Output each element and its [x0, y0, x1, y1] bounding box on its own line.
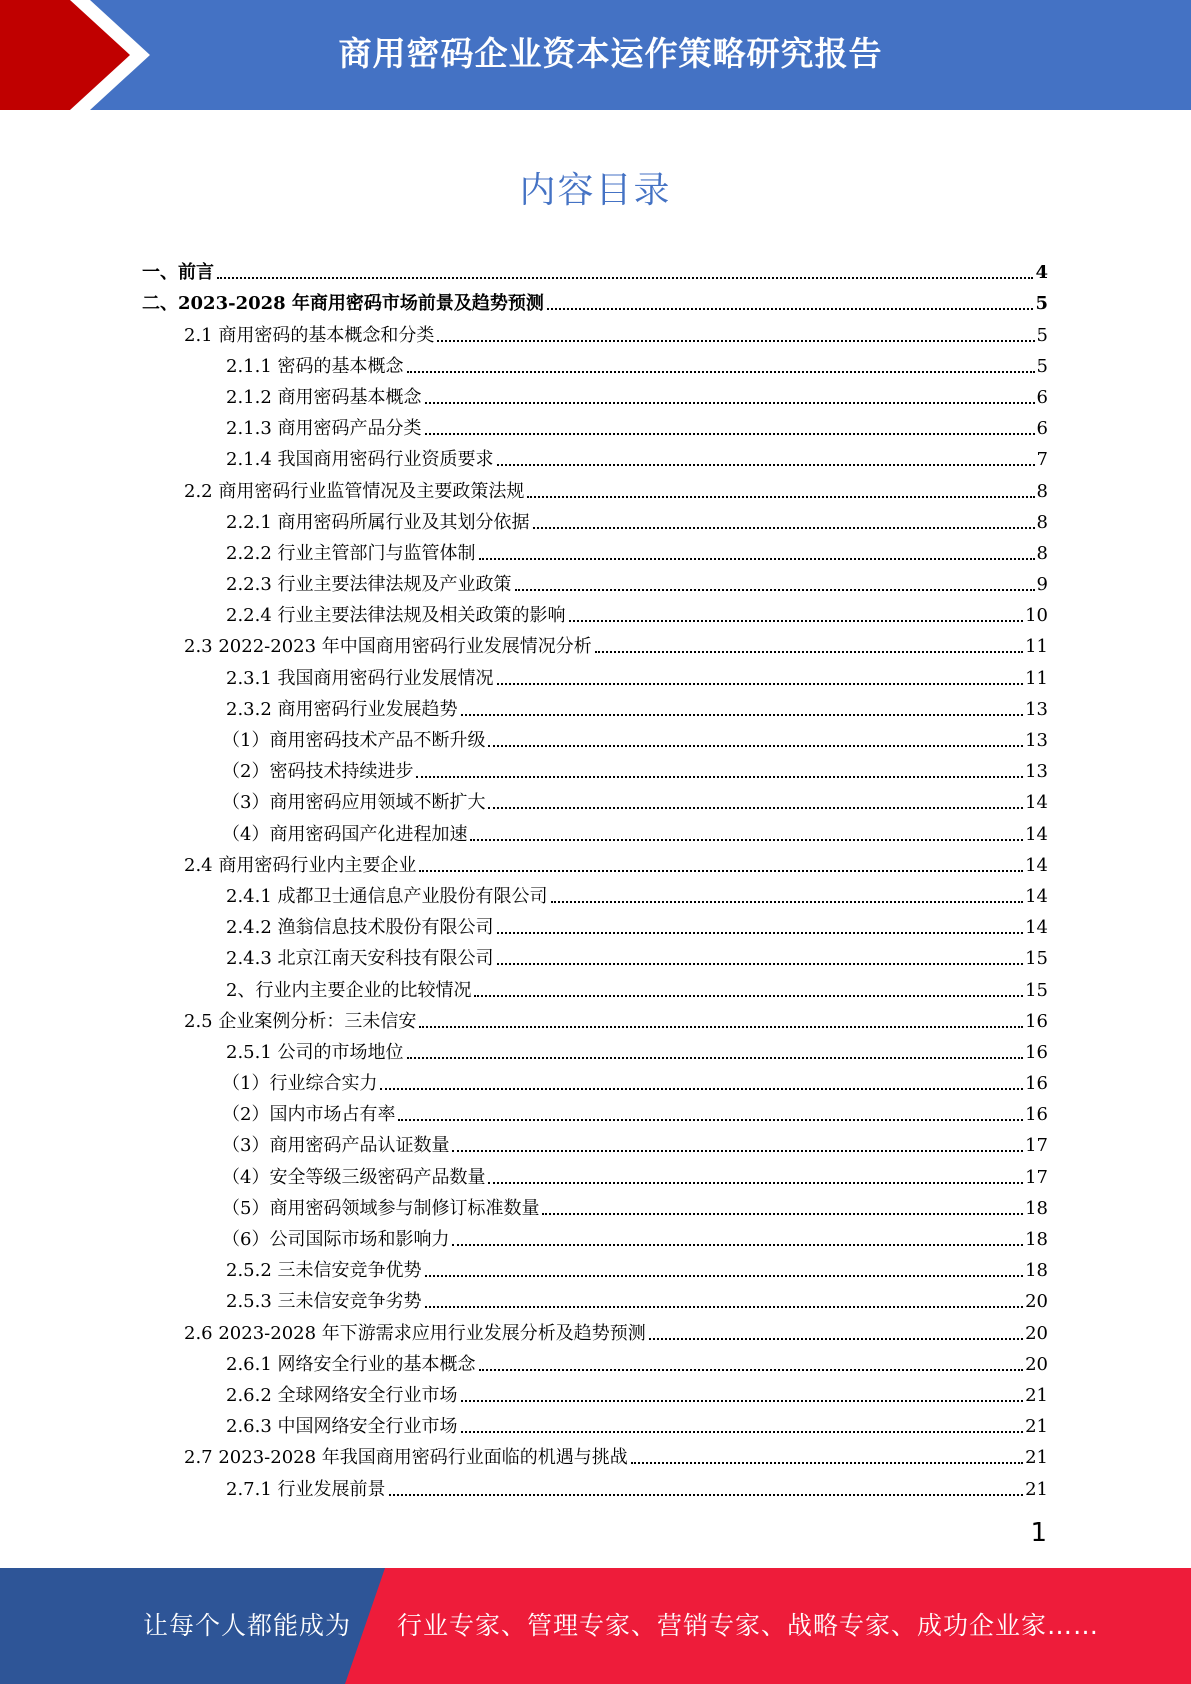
toc-entry-page: 14 [1025, 823, 1048, 845]
toc-entry-label: （4）商用密码国产化进程加速 [222, 823, 468, 845]
toc-entry[interactable] [142, 815, 1048, 846]
toc-entry[interactable] [142, 971, 1048, 1002]
toc-entry-page: 13 [1025, 761, 1048, 783]
toc-entry-label: 2.6.3 中国网络安全行业市场 [226, 1416, 458, 1438]
report-title: 商用密码企业资本运作策略研究报告 [338, 34, 883, 73]
toc-entry[interactable] [142, 1314, 1048, 1345]
toc-entry-page: 10 [1025, 605, 1048, 627]
toc-entry-label: 2.4.1 成都卫士通信息产业股份有限公司 [226, 885, 548, 907]
toc-entry[interactable] [142, 1190, 1048, 1221]
toc-entry-page: 16 [1025, 1010, 1048, 1032]
toc-dot-leader [419, 1026, 1023, 1028]
toc-entry-page: 5 [1036, 355, 1048, 377]
toc-entry[interactable] [142, 1158, 1048, 1189]
table-of-contents [142, 254, 1048, 1502]
toc-entry-label: 2.1.2 商用密码基本概念 [226, 386, 422, 408]
toc-entry-label: 一、前言 [142, 262, 214, 284]
toc-entry-page: 21 [1025, 1384, 1048, 1406]
toc-dot-leader [474, 995, 1023, 997]
toc-entry-label: 2.2.2 行业主管部门与监管体制 [226, 542, 476, 564]
toc-entry-label: 2.5.2 三未信安竞争优势 [226, 1260, 422, 1282]
toc-entry[interactable] [142, 659, 1048, 690]
toc-entry[interactable] [142, 628, 1048, 659]
toc-entry-page: 16 [1025, 1041, 1048, 1063]
toc-entry-label: 2.3 2022-2023 年中国商用密码行业发展情况分析 [184, 636, 592, 658]
toc-entry[interactable] [142, 940, 1048, 971]
toc-entry[interactable] [142, 784, 1048, 815]
toc-entry-page: 14 [1025, 792, 1048, 814]
toc-entry-label: 2.7 2023-2028 年我国商用密码行业面临的机遇与挑战 [184, 1447, 628, 1469]
toc-entry[interactable] [142, 722, 1048, 753]
toc-dot-leader [437, 340, 1034, 342]
footer-banner [0, 1568, 1191, 1684]
toc-entry-page: 21 [1025, 1478, 1048, 1500]
toc-entry[interactable] [142, 1065, 1048, 1096]
toc-entry[interactable] [142, 472, 1048, 503]
toc-entry-page: 14 [1025, 854, 1048, 876]
toc-entry-label: （2）密码技术持续进步 [222, 761, 414, 783]
toc-entry-page: 17 [1025, 1135, 1048, 1157]
toc-entry[interactable] [142, 1096, 1048, 1127]
toc-entry-label: 2.2.1 商用密码所属行业及其划分依据 [226, 511, 530, 533]
toc-dot-leader [649, 1338, 1023, 1340]
toc-entry-page: 15 [1025, 979, 1048, 1001]
toc-dot-leader [479, 1369, 1024, 1371]
toc-entry[interactable] [142, 1346, 1048, 1377]
toc-entry-label: （6）公司国际市场和影响力 [222, 1229, 450, 1250]
toc-dot-leader [497, 464, 1035, 466]
toc-entry-label: （3）商用密码应用领域不断扩大 [222, 792, 486, 814]
toc-dot-leader [407, 371, 1035, 373]
toc-dot-leader [488, 745, 1023, 747]
toc-entry-page: 8 [1036, 480, 1048, 502]
toc-entry-label: 2.1.4 我国商用密码行业资质要求 [226, 449, 494, 471]
toc-entry-page: 5 [1036, 324, 1048, 346]
toc-dot-leader [542, 1213, 1023, 1215]
toc-dot-leader [595, 651, 1023, 653]
toc-entry[interactable] [142, 1034, 1048, 1065]
toc-entry[interactable] [142, 878, 1048, 909]
toc-entry-label: 2.5 企业案例分析：三未信安 [184, 1010, 417, 1032]
toc-entry[interactable] [142, 1221, 1048, 1252]
toc-entry-page: 18 [1025, 1197, 1048, 1219]
toc-entry-page: 13 [1025, 730, 1048, 751]
toc-dot-leader [461, 714, 1024, 716]
toc-entry[interactable] [142, 847, 1048, 878]
toc-dot-leader [389, 1494, 1024, 1496]
toc-dot-leader [419, 870, 1023, 872]
page-number: 1 [1030, 1518, 1047, 1548]
toc-entry-label: 2.5.3 三未信安竞争劣势 [226, 1291, 422, 1313]
toc-entry-label: （3）商用密码产品认证数量 [222, 1135, 450, 1157]
toc-entry-page: 7 [1036, 449, 1048, 471]
toc-entry-label: （5）商用密码领域参与制修订标准数量 [222, 1197, 540, 1219]
toc-dot-leader [551, 901, 1024, 903]
toc-entry-label: 2.4 商用密码行业内主要企业 [184, 854, 417, 876]
toc-entry[interactable] [142, 410, 1048, 441]
toc-entry-page: 18 [1025, 1260, 1048, 1282]
toc-dot-leader [461, 1400, 1024, 1402]
toc-dot-leader [452, 1150, 1023, 1152]
toc-entry-page: 6 [1036, 386, 1048, 408]
toc-dot-leader [533, 527, 1035, 529]
toc-entry-page: 6 [1036, 418, 1048, 440]
toc-entry-label: 2.6 2023-2028 年下游需求应用行业发展分析及趋势预测 [184, 1322, 646, 1344]
toc-entry[interactable] [142, 254, 1048, 285]
toc-entry[interactable] [142, 379, 1048, 410]
toc-entry-page: 20 [1025, 1353, 1048, 1375]
toc-entry[interactable] [142, 909, 1048, 940]
toc-entry-label: （2）国内市场占有率 [222, 1104, 396, 1126]
toc-entry-label: 2.7.1 行业发展前景 [226, 1478, 386, 1500]
toc-dot-leader [425, 402, 1035, 404]
toc-entry-label: 2.6.1 网络安全行业的基本概念 [226, 1353, 476, 1375]
toc-entry-label: （1）商用密码技术产品不断升级 [222, 730, 486, 751]
toc-dot-leader [479, 558, 1035, 560]
toc-entry[interactable] [142, 316, 1048, 347]
toc-entry-label: 2.2.3 行业主要法律法规及产业政策 [226, 574, 512, 596]
toc-entry-page: 20 [1025, 1291, 1048, 1313]
toc-dot-leader [527, 496, 1034, 498]
toc-entry[interactable] [142, 348, 1048, 379]
toc-entry-page: 16 [1025, 1073, 1048, 1095]
toc-entry[interactable] [142, 285, 1048, 316]
toc-entry-label: 2.3.1 我国商用密码行业发展情况 [226, 667, 494, 689]
toc-entry[interactable] [142, 504, 1048, 535]
toc-entry[interactable] [142, 753, 1048, 784]
toc-entry[interactable] [142, 1408, 1048, 1439]
toc-entry-page: 17 [1025, 1166, 1048, 1188]
toc-entry-label: 2.3.2 商用密码行业发展趋势 [226, 698, 458, 720]
toc-dot-leader [515, 589, 1035, 591]
toc-entry-label: （4）安全等级三级密码产品数量 [222, 1166, 486, 1188]
toc-dot-leader [425, 1306, 1024, 1308]
toc-entry-page: 20 [1025, 1322, 1048, 1344]
toc-entry[interactable] [142, 1252, 1048, 1283]
toc-entry[interactable] [142, 1003, 1048, 1034]
toc-entry-page: 18 [1025, 1229, 1048, 1250]
toc-entry-label: （1）行业综合实力 [222, 1073, 378, 1095]
toc-dot-leader [488, 807, 1023, 809]
header-banner [0, 0, 1191, 110]
toc-entry-page: 9 [1036, 574, 1048, 596]
toc-entry-label: 2.1.1 密码的基本概念 [226, 355, 404, 377]
toc-entry-page: 14 [1025, 917, 1048, 939]
toc-entry-page: 11 [1025, 636, 1048, 658]
toc-entry-page: 5 [1035, 293, 1048, 315]
toc-dot-leader [425, 1275, 1024, 1277]
toc-dot-leader [416, 776, 1023, 778]
footer-slogan-left: 让每个人都能成为 [143, 1611, 352, 1640]
toc-dot-leader [380, 1088, 1023, 1090]
toc-entry-label: 2.1 商用密码的基本概念和分类 [184, 324, 435, 346]
toc-dot-leader [631, 1462, 1023, 1464]
toc-dot-leader [497, 683, 1024, 685]
toc-entry-label: 2.6.2 全球网络安全行业市场 [226, 1384, 458, 1406]
toc-dot-leader [398, 1119, 1023, 1121]
toc-entry-page: 15 [1025, 948, 1048, 970]
toc-dot-leader [461, 1431, 1024, 1433]
toc-entry-page: 16 [1025, 1104, 1048, 1126]
toc-entry-label: 2.2.4 行业主要法律法规及相关政策的影响 [226, 605, 566, 627]
toc-entry[interactable] [142, 1377, 1048, 1408]
toc-entry[interactable] [142, 597, 1048, 628]
toc-dot-leader [452, 1244, 1023, 1246]
toc-entry[interactable] [142, 1470, 1048, 1501]
toc-entry[interactable] [142, 1127, 1048, 1158]
toc-entry[interactable] [142, 441, 1048, 472]
toc-entry-label: 2.4.3 北京江南天安科技有限公司 [226, 948, 494, 970]
toc-entry-label: 2.2 商用密码行业监管情况及主要政策法规 [184, 480, 525, 502]
toc-entry-label: 2.5.1 公司的市场地位 [226, 1041, 404, 1063]
toc-dot-leader [497, 963, 1024, 965]
toc-dot-leader [425, 433, 1035, 435]
toc-dot-leader [547, 308, 1034, 310]
toc-entry-page: 4 [1035, 262, 1048, 284]
toc-entry-label: 2.1.3 商用密码产品分类 [226, 418, 422, 440]
toc-entry[interactable] [142, 535, 1048, 566]
toc-entry-label: 2、行业内主要企业的比较情况 [226, 979, 472, 1001]
toc-dot-leader [497, 932, 1024, 934]
toc-dot-leader [407, 1057, 1024, 1059]
toc-dot-leader [488, 1182, 1023, 1184]
toc-entry-page: 13 [1025, 698, 1048, 720]
toc-dot-leader [217, 277, 1033, 279]
toc-entry-label: 二、2023-2028 年商用密码市场前景及趋势预测 [142, 293, 544, 315]
toc-dot-leader [470, 839, 1023, 841]
toc-entry[interactable] [142, 566, 1048, 597]
toc-entry-page: 8 [1036, 511, 1048, 533]
toc-entry-page: 21 [1025, 1416, 1048, 1438]
toc-entry-page: 14 [1025, 885, 1048, 907]
footer-slogan-right: 行业专家、管理专家、营销专家、战略专家、成功企业家…… [397, 1611, 1100, 1640]
toc-entry[interactable] [142, 1439, 1048, 1470]
toc-entry[interactable] [142, 691, 1048, 722]
toc-entry-page: 21 [1025, 1447, 1048, 1469]
toc-entry[interactable] [142, 1283, 1048, 1314]
toc-entry-page: 8 [1036, 542, 1048, 564]
toc-entry-label: 2.4.2 渔翁信息技术股份有限公司 [226, 917, 494, 939]
toc-entry-page: 11 [1025, 667, 1048, 689]
toc-dot-leader [569, 620, 1024, 622]
toc-heading: 内容目录 [519, 170, 672, 211]
